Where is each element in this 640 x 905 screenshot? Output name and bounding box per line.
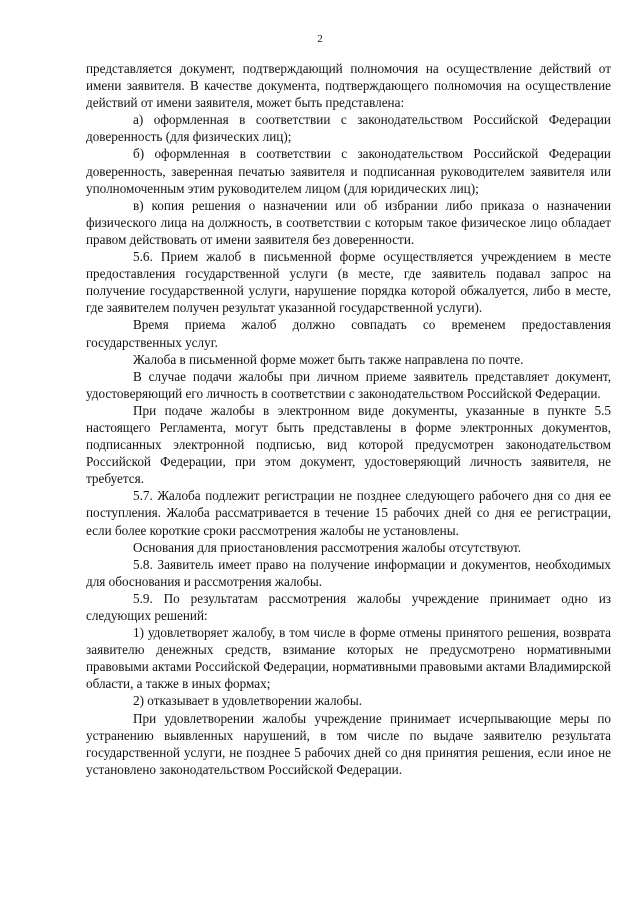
paragraph-option-c: в) копия решения о назначении или об избрании либо приказа о назначении физического лица на должность, в соответствии с которым такое физическое лицо обладает правом действовать от имени заявителя без доверенности. — [86, 197, 611, 247]
paragraph-continuation: представляется документ, подтверждающий полномочия на осуществление действий от имени заявителя. В качестве документа, подтверждающего полномочия на осуществление действий от имени заявителя, может быть представлена: — [86, 61, 611, 111]
paragraph-satisfaction-measures: При удовлетворении жалобы учреждение принимает исчерпывающие меры по устранению выявленных нарушений, в том числе по выдаче заявителю результата государственной услуги, не позднее 5 рабочих дней со дня принятия решения, если иное не установлено законодательством Российской Федерации. — [86, 710, 611, 777]
paragraph-decision-2: 2) отказывает в удовлетворении жалобы. — [133, 693, 363, 709]
paragraph-5-7: 5.7. Жалоба подлежит регистрации не позднее следующего рабочего дня со дня ее поступления. Жалоба рассматривается в течение 15 рабочих дней со дня ее регистрации, если более короткие сроки рассмотрения жалобы не установлены. — [86, 488, 611, 538]
paragraph-electronic-submission: При подаче жалобы в электронном виде документы, указанные в пункте 5.5 настоящего Регламента, могут быть представлены в форме электронных документов, подписанных электронной подписью, вид которой предусмотрен законодательством Российской Федерации, при этом документ, удостоверяющий личность заявителя, не требуется. — [86, 402, 611, 487]
paragraph-by-mail: Жалоба в письменной форме может быть также направлена по почте. — [133, 351, 524, 367]
paragraph-5-9: 5.9. По результатам рассмотрения жалобы учреждение принимает одно из следующих решений: — [86, 590, 611, 623]
paragraph-option-a: а) оформленная в соответствии с законодательством Российской Федерации доверенность (для физических лиц); — [86, 112, 611, 145]
paragraph-decision-1: 1) удовлетворяет жалобу, в том числе в форме отмены принятого решения, возврата заявителю денежных средств, взимание которых не предусмотрено нормативными правовыми актами Российской Федерации, нормативными правовыми актами Владимирской области, а также в иных формах; — [86, 625, 611, 692]
paragraph-5-6: 5.6. Прием жалоб в письменной форме осуществляется учреждением в месте предоставления государственной услуги (в месте, где заявитель подавал запрос на получение государственной услуги, нарушение порядка которой обжалуется, либо в месте, где заявителем получен результат указанной государственной услуги). — [86, 249, 611, 316]
paragraph-personal-reception: В случае подачи жалобы при личном приеме заявитель представляет документ, удостоверяющий его личность в соответствии с законодательством Российской Федерации. — [86, 368, 611, 401]
document-body — [86, 60, 611, 778]
paragraph-option-b: б) оформленная в соответствии с законодательством Российской Федерации доверенность, заверенная печатью заявителя и подписанная руководителем заявителя или уполномоченным этим руководителем лицом (для юридических лиц); — [86, 146, 611, 196]
paragraph-reception-time: Время приема жалоб должно совпадать со временем предоставления государственных услуг. — [86, 317, 611, 350]
page-number: 2 — [317, 33, 323, 45]
paragraph-no-suspension: Основания для приостановления рассмотрения жалобы отсутствуют. — [133, 539, 522, 555]
paragraph-5-8: 5.8. Заявитель имеет право на получение информации и документов, необходимых для обоснования и рассмотрения жалобы. — [86, 556, 611, 589]
